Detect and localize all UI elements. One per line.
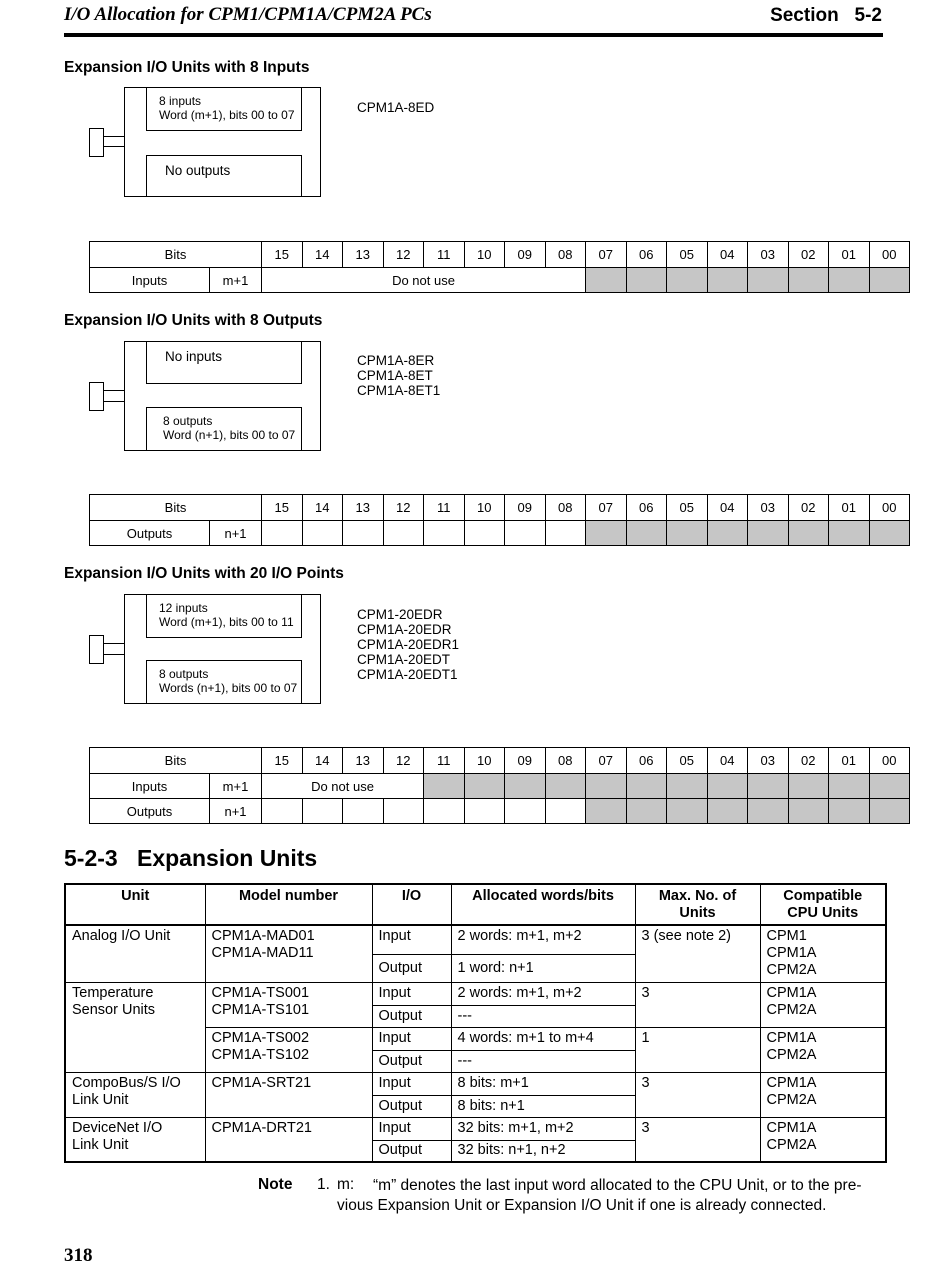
- cpu-unit: CPM1: [766, 928, 807, 944]
- row-label-outputs: Outputs: [90, 521, 210, 546]
- bit-number: 00: [869, 242, 910, 268]
- allocation: 4 words: m+1 to m+4: [451, 1027, 635, 1050]
- bit-number: 04: [707, 495, 748, 521]
- io-type: Output: [372, 954, 451, 982]
- model-name: CPM1A-20EDR1: [357, 637, 460, 652]
- row-label-outputs: Outputs: [90, 799, 210, 824]
- unused-bit: [424, 521, 465, 546]
- allocated-bit: [748, 774, 789, 799]
- cpu-unit: CPM1A: [766, 1074, 817, 1091]
- bit-number: 12: [383, 242, 424, 268]
- allocated-bit: [707, 799, 748, 824]
- allocated-bit: [748, 799, 789, 824]
- unit-name-line: Temperature: [72, 984, 154, 1001]
- allocation: 8 bits: m+1: [451, 1072, 635, 1095]
- connector-line: [104, 390, 124, 391]
- bit-number: 07: [586, 748, 627, 774]
- bit-number: 08: [545, 495, 586, 521]
- allocated-bit: [626, 268, 667, 293]
- bit-number: 11: [424, 242, 465, 268]
- bit-number: 06: [626, 242, 667, 268]
- box-line: Word (m+1), bits 00 to 11: [159, 615, 294, 629]
- box-line: No inputs: [165, 349, 223, 364]
- do-not-use-cell: Do not use: [262, 774, 424, 799]
- section-number: 5-2: [854, 5, 882, 26]
- box-line: Word (n+1), bits 00 to 07: [163, 428, 296, 442]
- bit-number: 08: [545, 242, 586, 268]
- model-list-8-outputs: [357, 353, 440, 398]
- unused-bit: [343, 521, 384, 546]
- word-label: m+1: [210, 774, 262, 799]
- allocated-bit: [829, 799, 870, 824]
- cpu-unit: CPM2A: [766, 1001, 817, 1018]
- compatible-cpus: [760, 1072, 886, 1117]
- bit-number: 11: [424, 495, 465, 521]
- allocated-bit: [788, 774, 829, 799]
- cpu-unit: CPM1A: [766, 945, 817, 961]
- expansion-units-table: [64, 883, 887, 1163]
- model-number: CPM1A-TS101: [211, 1001, 310, 1018]
- bit-number: 00: [869, 748, 910, 774]
- allocation: ---: [451, 1050, 635, 1072]
- model-number: CPM1A-MAD11: [211, 945, 314, 961]
- section-heading-number: 5-2-3: [64, 845, 118, 871]
- allocated-bit: [707, 774, 748, 799]
- note-text-line1: “m” denotes the last input word allocated to the CPU Unit, or to the pre-: [373, 1177, 862, 1194]
- allocation: 32 bits: n+1, n+2: [451, 1140, 635, 1162]
- io-type: Input: [372, 1027, 451, 1050]
- allocated-bit: [707, 268, 748, 293]
- bit-number: 12: [383, 748, 424, 774]
- cpu-unit: CPM1A: [766, 1029, 817, 1046]
- note-text-line2-content: vious Expansion Unit or Expansion I/O Unit if one is already connected.: [337, 1197, 827, 1214]
- bit-number: 15: [262, 495, 303, 521]
- io-type: Input: [372, 1117, 451, 1140]
- unit-name: [65, 1117, 205, 1162]
- bit-number: 13: [343, 495, 384, 521]
- bit-number: 06: [626, 495, 667, 521]
- io-type: Output: [372, 1140, 451, 1162]
- bit-number: 13: [343, 242, 384, 268]
- bit-number: 03: [748, 495, 789, 521]
- bit-table-20-io: [89, 747, 910, 824]
- bit-number: 05: [667, 748, 708, 774]
- bit-table-8-outputs: [89, 494, 910, 546]
- allocation: 1 word: n+1: [451, 954, 635, 982]
- unused-bit: [545, 799, 586, 824]
- compatible-cpus: [760, 925, 886, 982]
- box-line: Words (n+1), bits 00 to 07: [159, 681, 298, 695]
- model-list-20-io: [357, 607, 459, 682]
- model-number: CPM1A-TS001: [211, 984, 310, 1001]
- bit-number: 11: [424, 748, 465, 774]
- running-header-title: I/O Allocation for CPM1/CPM1A/CPM2A PCs: [64, 4, 432, 25]
- model-list-8-inputs: [357, 100, 434, 115]
- model-numbers: [205, 1027, 372, 1072]
- allocated-bit: [586, 521, 627, 546]
- box-line: 8 outputs: [163, 414, 213, 428]
- model-number: CPM1A-TS002: [211, 1029, 310, 1046]
- max-units: 3: [635, 1117, 760, 1162]
- allocation: 2 words: m+1, m+2: [451, 982, 635, 1005]
- max-units: 1: [635, 1027, 760, 1072]
- input-word-box: [146, 87, 302, 131]
- connector-line: [104, 136, 124, 137]
- allocated-bit: [667, 268, 708, 293]
- box-line: 8 inputs: [159, 94, 202, 108]
- cpu-unit: CPM2A: [766, 1091, 817, 1108]
- model-name: CPM1A-8ED: [357, 100, 435, 115]
- bit-number: 01: [829, 242, 870, 268]
- io-type: Input: [372, 1072, 451, 1095]
- unit-name: [65, 1072, 205, 1117]
- note-number: 1.: [317, 1176, 330, 1193]
- allocated-bit: [748, 268, 789, 293]
- heading-20-io-points: Expansion I/O Units with 20 I/O Points: [64, 565, 344, 582]
- row-label-inputs: Inputs: [90, 268, 210, 293]
- bit-number: 04: [707, 748, 748, 774]
- allocated-bit: [829, 521, 870, 546]
- allocated-bit: [626, 521, 667, 546]
- unit-name-line: Link Unit: [72, 1091, 129, 1108]
- connector-icon: [89, 128, 104, 157]
- model-number: CPM1A-MAD01: [211, 928, 315, 944]
- output-word-box: [146, 155, 302, 197]
- allocated-bit: [586, 774, 627, 799]
- bit-number: 02: [788, 495, 829, 521]
- bit-number: 10: [464, 748, 505, 774]
- unused-bit: [343, 799, 384, 824]
- model-number: CPM1A-DRT21: [205, 1117, 372, 1162]
- allocated-bit: [464, 774, 505, 799]
- allocated-bit: [788, 799, 829, 824]
- max-units: 3: [635, 982, 760, 1027]
- unit-name: Analog I/O Unit: [65, 925, 205, 982]
- bit-number: 02: [788, 242, 829, 268]
- unit-name-line: CompoBus/S I/O: [72, 1074, 181, 1091]
- bit-number: 10: [464, 495, 505, 521]
- allocated-bit: [829, 268, 870, 293]
- bit-number: 09: [505, 242, 546, 268]
- bit-number: 12: [383, 495, 424, 521]
- cpu-unit: CPM2A: [766, 962, 817, 978]
- allocated-bit: [586, 268, 627, 293]
- allocated-bit: [505, 774, 546, 799]
- bit-number: 10: [464, 242, 505, 268]
- unused-bit: [302, 799, 343, 824]
- model-number: CPM1A-TS102: [211, 1046, 310, 1063]
- model-name: CPM1A-8ER: [357, 353, 435, 368]
- bit-number: 09: [505, 748, 546, 774]
- bit-number: 13: [343, 748, 384, 774]
- bits-label: Bits: [90, 242, 262, 268]
- cpu-unit: CPM2A: [766, 1046, 817, 1063]
- box-line: 8 outputs: [159, 667, 209, 681]
- connector-line: [104, 643, 124, 644]
- allocated-bit: [707, 521, 748, 546]
- model-numbers: [205, 925, 372, 982]
- bit-number: 03: [748, 242, 789, 268]
- do-not-use-cell: Do not use: [262, 268, 586, 293]
- connector-line: [104, 401, 124, 402]
- section-label: Section: [770, 5, 839, 26]
- bit-table-8-inputs: [89, 241, 910, 293]
- output-word-box: [146, 660, 302, 704]
- bit-number: 07: [586, 242, 627, 268]
- io-type: Input: [372, 925, 451, 954]
- model-numbers: [205, 982, 372, 1027]
- io-type: Output: [372, 1050, 451, 1072]
- col-header-alloc: Allocated words/bits: [451, 884, 635, 925]
- unit-name-line: Sensor Units: [72, 1001, 156, 1018]
- bit-number: 15: [262, 242, 303, 268]
- io-type: Output: [372, 1095, 451, 1117]
- allocated-bit: [748, 521, 789, 546]
- allocation: 8 bits: n+1: [451, 1095, 635, 1117]
- bit-number: 01: [829, 495, 870, 521]
- allocated-bit: [626, 774, 667, 799]
- io-type: Input: [372, 982, 451, 1005]
- note-term: m:: [337, 1176, 355, 1193]
- word-label: n+1: [210, 521, 262, 546]
- row-label-inputs: Inputs: [90, 774, 210, 799]
- bit-number: 05: [667, 242, 708, 268]
- compatible-cpus: [760, 1027, 886, 1072]
- allocated-bit: [788, 268, 829, 293]
- model-name: CPM1A-8ET1: [357, 383, 441, 398]
- bit-number: 14: [302, 495, 343, 521]
- allocated-bit: [424, 774, 465, 799]
- bit-number: 03: [748, 748, 789, 774]
- max-units: 3: [635, 1072, 760, 1117]
- bit-number: 14: [302, 748, 343, 774]
- model-name: CPM1A-20EDT: [357, 652, 451, 667]
- unused-bit: [464, 521, 505, 546]
- heading-8-inputs: Expansion I/O Units with 8 Inputs: [64, 59, 310, 76]
- unused-bit: [302, 521, 343, 546]
- col-header-model: Model number: [205, 884, 372, 925]
- allocated-bit: [586, 799, 627, 824]
- bit-number: 06: [626, 748, 667, 774]
- unused-bit: [262, 521, 303, 546]
- bit-number: 14: [302, 242, 343, 268]
- bit-number: 08: [545, 748, 586, 774]
- input-word-box: [146, 594, 302, 638]
- bit-number: 01: [829, 748, 870, 774]
- unused-bit: [464, 799, 505, 824]
- allocated-bit: [829, 774, 870, 799]
- compatible-cpus: [760, 982, 886, 1027]
- box-line: 12 inputs: [159, 601, 208, 615]
- header-rule: [64, 33, 883, 37]
- io-type: Output: [372, 1005, 451, 1027]
- col-header-unit: Unit: [65, 884, 205, 925]
- note-text-line2: [337, 1196, 885, 1216]
- bits-label: Bits: [90, 748, 262, 774]
- unused-bit: [505, 521, 546, 546]
- cpu-unit: CPM2A: [766, 1136, 817, 1153]
- allocation: 2 words: m+1, m+2: [451, 925, 635, 954]
- unit-name-line: DeviceNet I/O: [72, 1119, 163, 1136]
- allocation: ---: [451, 1005, 635, 1027]
- bit-number: 15: [262, 748, 303, 774]
- unused-bit: [383, 799, 424, 824]
- compatible-cpus: [760, 1117, 886, 1162]
- col-header-max-units: Max. No. of Units: [635, 884, 760, 925]
- bit-number: 05: [667, 495, 708, 521]
- allocated-bit: [545, 774, 586, 799]
- model-name: CPM1A-20EDT1: [357, 667, 458, 682]
- max-units: 3 (see note 2): [635, 925, 760, 982]
- cpu-unit: CPM1A: [766, 1119, 817, 1136]
- bit-number: 04: [707, 242, 748, 268]
- allocated-bit: [626, 799, 667, 824]
- bit-number: 07: [586, 495, 627, 521]
- unused-bit: [262, 799, 303, 824]
- output-word-box: [146, 407, 302, 451]
- unit-name-line: Link Unit: [72, 1136, 129, 1153]
- model-name: CPM1-20EDR: [357, 607, 443, 622]
- connector-line: [104, 146, 124, 147]
- section-heading-title: Expansion Units: [137, 845, 318, 871]
- bit-number: 02: [788, 748, 829, 774]
- allocated-bit: [788, 521, 829, 546]
- box-line: Word (m+1), bits 00 to 07: [159, 108, 295, 122]
- allocated-bit: [869, 799, 910, 824]
- connector-icon: [89, 382, 104, 411]
- word-label: n+1: [210, 799, 262, 824]
- allocated-bit: [667, 774, 708, 799]
- model-name: CPM1A-8ET: [357, 368, 433, 383]
- input-word-box: [146, 341, 302, 384]
- model-name: CPM1A-20EDR: [357, 622, 452, 637]
- allocated-bit: [869, 268, 910, 293]
- allocated-bit: [869, 521, 910, 546]
- allocated-bit: [667, 799, 708, 824]
- section-heading: [64, 845, 317, 872]
- unused-bit: [383, 521, 424, 546]
- bit-number: 00: [869, 495, 910, 521]
- page-number: 318: [64, 1245, 93, 1266]
- unused-bit: [545, 521, 586, 546]
- unused-bit: [505, 799, 546, 824]
- connector-icon: [89, 635, 104, 664]
- running-header-section: [770, 5, 882, 27]
- allocated-bit: [667, 521, 708, 546]
- note-label: Note: [258, 1176, 293, 1193]
- connector-line: [104, 654, 124, 655]
- cpu-unit: CPM1A: [766, 984, 817, 1001]
- bit-number: 09: [505, 495, 546, 521]
- allocation: 32 bits: m+1, m+2: [451, 1117, 635, 1140]
- model-number: CPM1A-SRT21: [205, 1072, 372, 1117]
- col-header-compatible: Compatible CPU Units: [760, 884, 886, 925]
- bits-label: Bits: [90, 495, 262, 521]
- box-line: No outputs: [165, 163, 231, 178]
- word-label: m+1: [210, 268, 262, 293]
- heading-8-outputs: Expansion I/O Units with 8 Outputs: [64, 312, 323, 329]
- allocated-bit: [869, 774, 910, 799]
- unused-bit: [424, 799, 465, 824]
- unit-name: [65, 982, 205, 1072]
- col-header-io: I/O: [372, 884, 451, 925]
